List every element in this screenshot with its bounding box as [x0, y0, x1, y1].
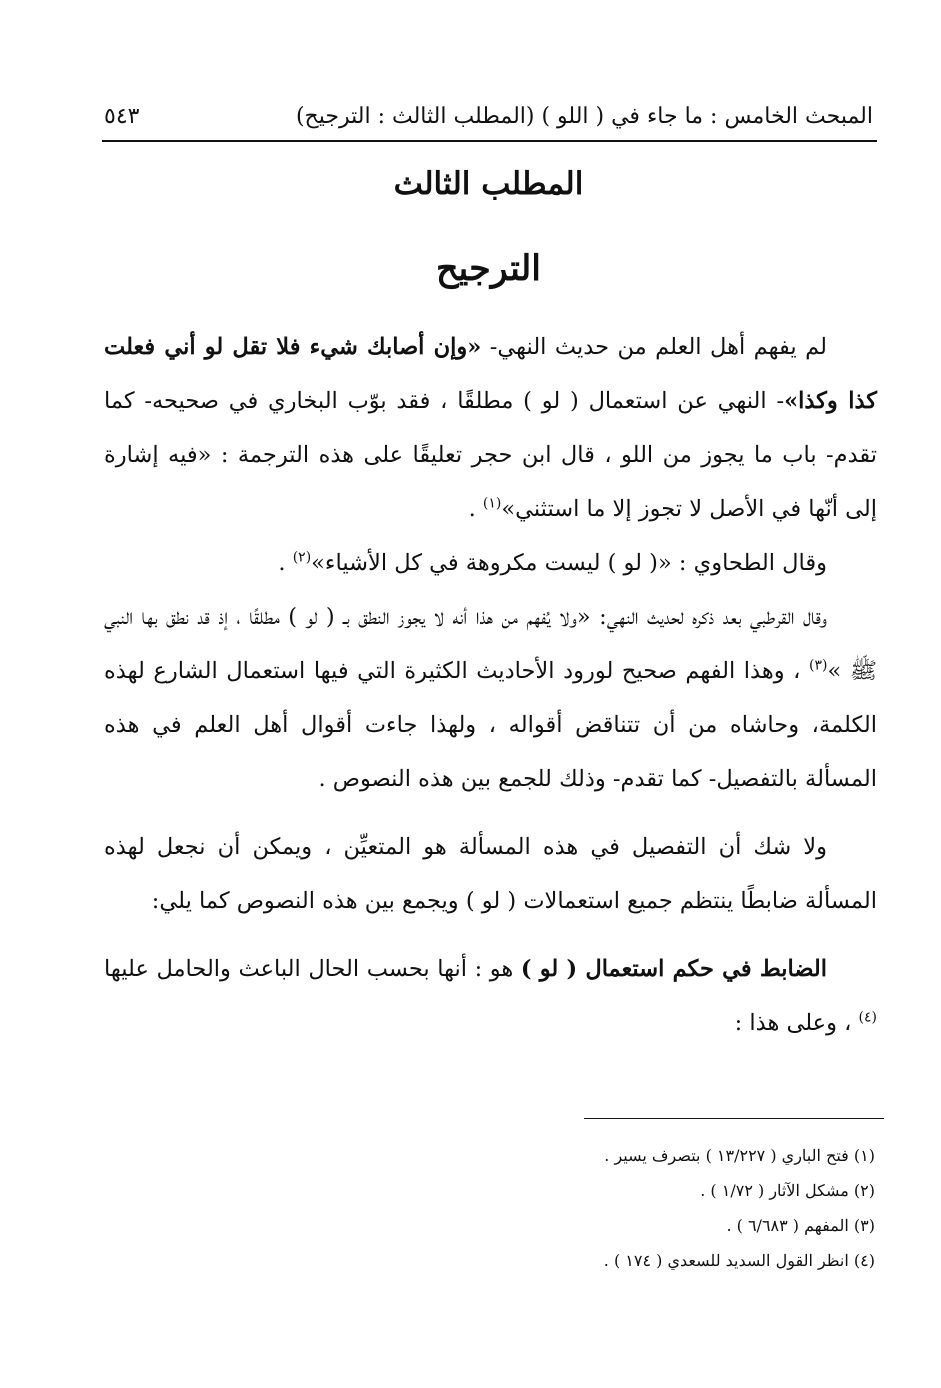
- footnote-3: (٣) المفهم ( ٦/٦٨٣ ) .: [726, 1216, 875, 1235]
- paragraph-3-end: ، وهذا الفهم صحيح لورود الأحاديث الكثيرة التي فيها استعمال الشارع لهذه الكلمة، وحاشاه من أن تتناقض أقواله ، ولهذا جاءت أقوال أهل العلم في هذه المسألة بالتفصيل- كما تقدم- وذلك للجمع بين هذه النصوص .: [104, 658, 877, 792]
- page-number: ٥٤٣: [104, 103, 140, 129]
- rule-heading: الضابط في حكم استعمال ( لو ): [520, 956, 827, 982]
- body-text: [104, 320, 877, 1050]
- paragraph-2-text: وقال الطحاوي : «( لو ) ليست مكروهة في كل الأشياء»: [311, 550, 827, 576]
- running-header: [104, 98, 873, 134]
- running-header-title: المبحث الخامس : ما جاء في ( اللو ) (المطلب الثالث : الترجيح): [295, 103, 873, 129]
- footnote-1: (١) فتح الباري ( ١٣/٢٢٧ ) بتصرف يسير .: [604, 1146, 875, 1165]
- footnote-rule: [584, 1118, 884, 1119]
- paragraph-3-text: وقال القرطبي بعد ذكره لحديث النهي: «ولا يُفهم من هذا أنه لا يجوز النطق بـ ( لو ) مطلقًا ، إذ قد نطق بها النبي ﷺ »: [104, 604, 878, 684]
- header-rule: [102, 140, 877, 142]
- hadith-quote: «وإن أصابك شيء فلا تقل لو أني فعلت كذا وكذا»: [104, 334, 878, 414]
- paragraph-4-text: ولا شك أن التفصيل في هذه المسألة هو المتعيِّن ، ويمكن أن نجعل لهذه المسألة ضابطًا ينتظم جميع استعمالات ( لو ) ويجمع بين هذه النصوص كما يلي:: [104, 834, 877, 914]
- chapter-heading: المطلب الثالث: [393, 166, 584, 202]
- paragraph-1-intro: لم يفهم أهل العلم من حديث النهي-: [481, 334, 827, 360]
- paragraph-2-end: .: [278, 550, 293, 576]
- footnotes: [104, 1138, 875, 1278]
- footnote-ref-4[interactable]: (٤): [858, 1009, 877, 1026]
- paragraph-4: [104, 820, 877, 928]
- paragraph-5-end: ، وعلى هذا :: [734, 1010, 859, 1036]
- footnote-ref-3[interactable]: (٣): [809, 657, 828, 674]
- footnote-ref-1[interactable]: (١): [482, 495, 502, 512]
- paragraph-2: [104, 536, 877, 590]
- section-heading: الترجيح: [435, 248, 542, 289]
- footnote-ref-2[interactable]: (٢): [292, 549, 312, 566]
- paragraph-1-text: - النهي عن استعمال ( لو ) مطلقًا ، فقد بوّب البخاري في صحيحه- كما تقدم- باب ما يجوز من اللو ، قال ابن حجر تعليقًا على هذه الترجمة : «فيه إشارة إلى أنّها في الأصل لا تجوز إلا ما استثني»: [104, 388, 877, 522]
- footnote-4: (٤) انظر القول السديد للسعدي ( ١٧٤ ) .: [603, 1251, 875, 1270]
- paragraph-5-text: هو : أنها بحسب الحال الباعث والحامل عليها: [104, 956, 521, 982]
- paragraph-3: [104, 590, 877, 806]
- paragraph-1: [104, 320, 877, 536]
- paragraph-5: [104, 942, 877, 1050]
- paragraph-1-end: .: [468, 496, 483, 522]
- footnote-2: (٢) مشكل الآثار ( ١/٧٢ ) .: [700, 1181, 875, 1200]
